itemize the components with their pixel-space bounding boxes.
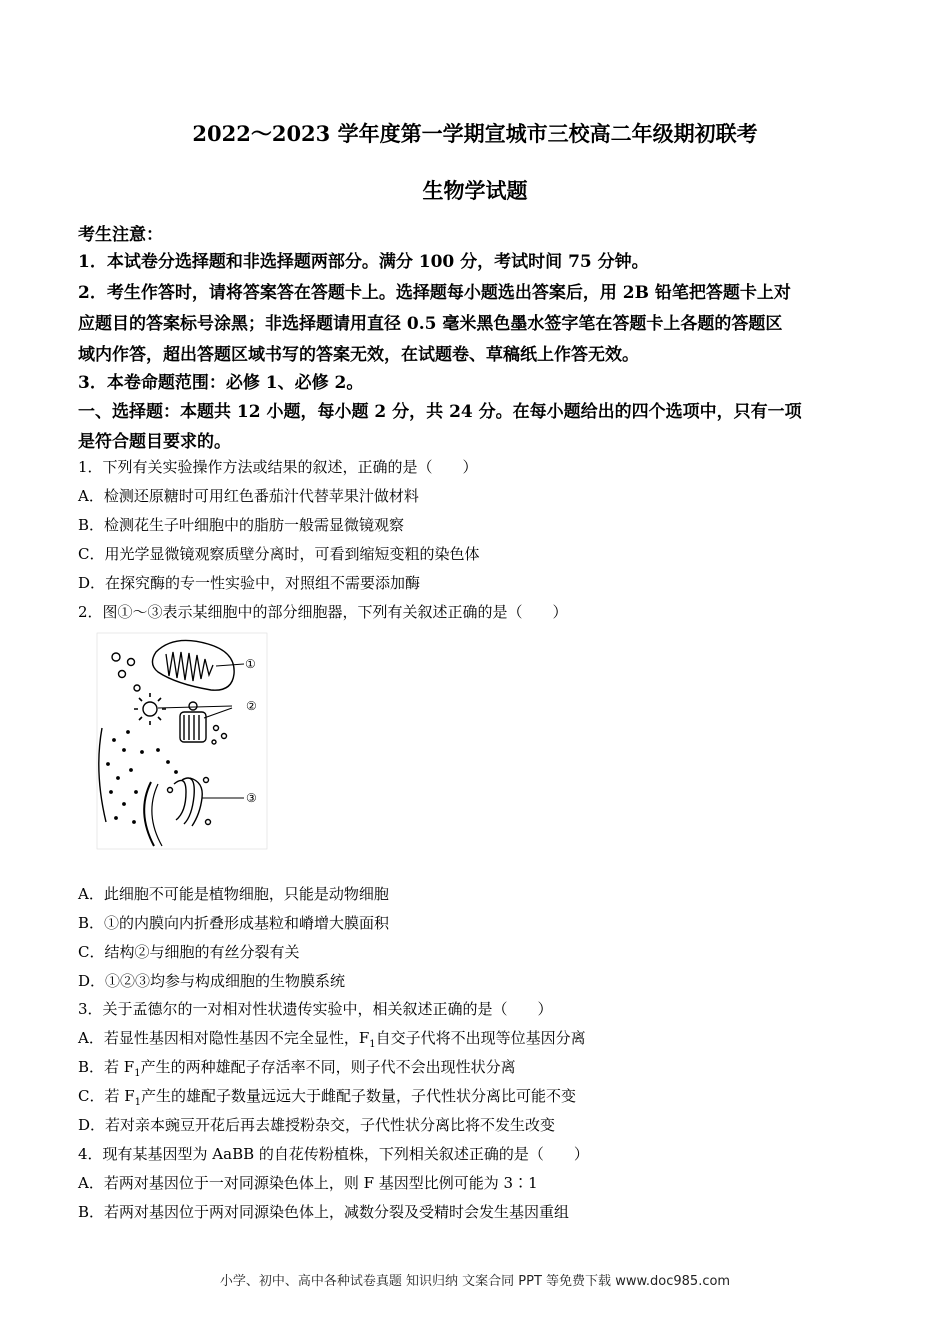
page-footer: 小学、初中、高中各种试卷真题 知识归纳 文案合同 PPT 等免费下载 www.doc985.com: [219, 1274, 731, 1289]
figure-label-2: ②: [246, 699, 257, 713]
notes-heading: 考生注意：: [78, 225, 163, 245]
figure-label-3: ③: [246, 791, 257, 805]
note-item: 3．本卷命题范围：必修 1、必修 2。: [78, 373, 364, 393]
note-item: 2．考生作答时，请将答案答在答题卡上。选择题每小题选出答案后，用 2B 铅笔把答题卡上对: [78, 283, 791, 303]
section-heading-cont: 是符合题目要求的。: [78, 432, 231, 452]
question-1-option-a: A．检测还原糖时可用红色番茄汁代替苹果汁做材料: [78, 487, 419, 505]
note-item: 1．本试卷分选择题和非选择题两部分。满分 100 分，考试时间 75 分钟。: [78, 252, 649, 272]
question-3-option-d: D．若对亲本豌豆开花后再去雄授粉杂交，子代性状分离比将不发生改变: [78, 1116, 556, 1134]
question-2-stem: 2．图①～③表示某细胞中的部分细胞器，下列有关叙述正确的是（ ）: [78, 603, 568, 621]
question-4-stem: 4．现有某基因型为 AaBB 的自花传粉植株，下列相关叙述正确的是（ ）: [78, 1145, 589, 1163]
golgi-icon: [174, 780, 186, 820]
exam-title: 2022～2023 学年度第一学期宣城市三校高二年级期初联考: [192, 121, 758, 146]
note-item: 应题目的答案标号涂黑；非选择题请用直径 0.5 毫米黑色墨水签字笔在答题卡上各题的答题区: [78, 314, 783, 334]
question-2-option-b: B．①的内膜向内折叠形成基粒和嵴增大膜面积: [78, 914, 390, 932]
question-3-option-c: C．若 $F_1$产生的雄配子数量远远大于雌配子数量，子代性状分离比可能不变: [78, 1087, 577, 1108]
question-1-stem: 1．下列有关实验操作方法或结果的叙述，正确的是（ ）: [78, 458, 478, 476]
question-4-option-a: A．若两对基因位于一对同源染色体上，则 F 基因型比例可能为 3∶1: [78, 1174, 538, 1192]
question-2-option-c: C．结构②与细胞的有丝分裂有关: [78, 943, 300, 961]
question-2-option-d: D．①②③均参与构成细胞的生物膜系统: [78, 972, 346, 990]
note-item: 域内作答，超出答题区域书写的答案无效，在试题卷、草稿纸上作答无效。: [78, 345, 639, 365]
question-1-option-b: B．检测花生子叶细胞中的脂肪一般需显微镜观察: [78, 516, 405, 534]
question-2-option-a: A．此细胞不可能是植物细胞，只能是动物细胞: [78, 885, 389, 903]
question-3-stem: 3．关于孟德尔的一对相对性状遗传实验中，相关叙述正确的是（ ）: [78, 1000, 553, 1018]
figure-label-1: ①: [245, 657, 256, 671]
nucleus-membrane-icon: [99, 728, 106, 822]
centriole-icon: [143, 702, 157, 716]
question-3-option-b: B．若 $F_1$产生的两种雄配子存活率不同，则子代不会出现性状分离: [78, 1058, 516, 1079]
organelle-figure: [96, 632, 268, 850]
question-1-option-d: D．在探究酶的专一性实验中，对照组不需要添加酶: [78, 574, 421, 592]
exam-subtitle: 生物学试题: [422, 178, 528, 203]
question-3-option-a: A．若显性基因相对隐性基因不完全显性，$F_1$自交子代将不出现等位基因分离: [78, 1029, 586, 1050]
question-1-option-c: C．用光学显微镜观察质壁分离时，可看到缩短变粗的染色体: [78, 545, 480, 563]
section-heading: 一、选择题：本题共 12 小题，每小题 2 分，共 24 分。在每小题给出的四个选项中，只有一项: [78, 402, 802, 422]
question-4-option-b: B．若两对基因位于两对同源染色体上，减数分裂及受精时会发生基因重组: [78, 1203, 570, 1221]
